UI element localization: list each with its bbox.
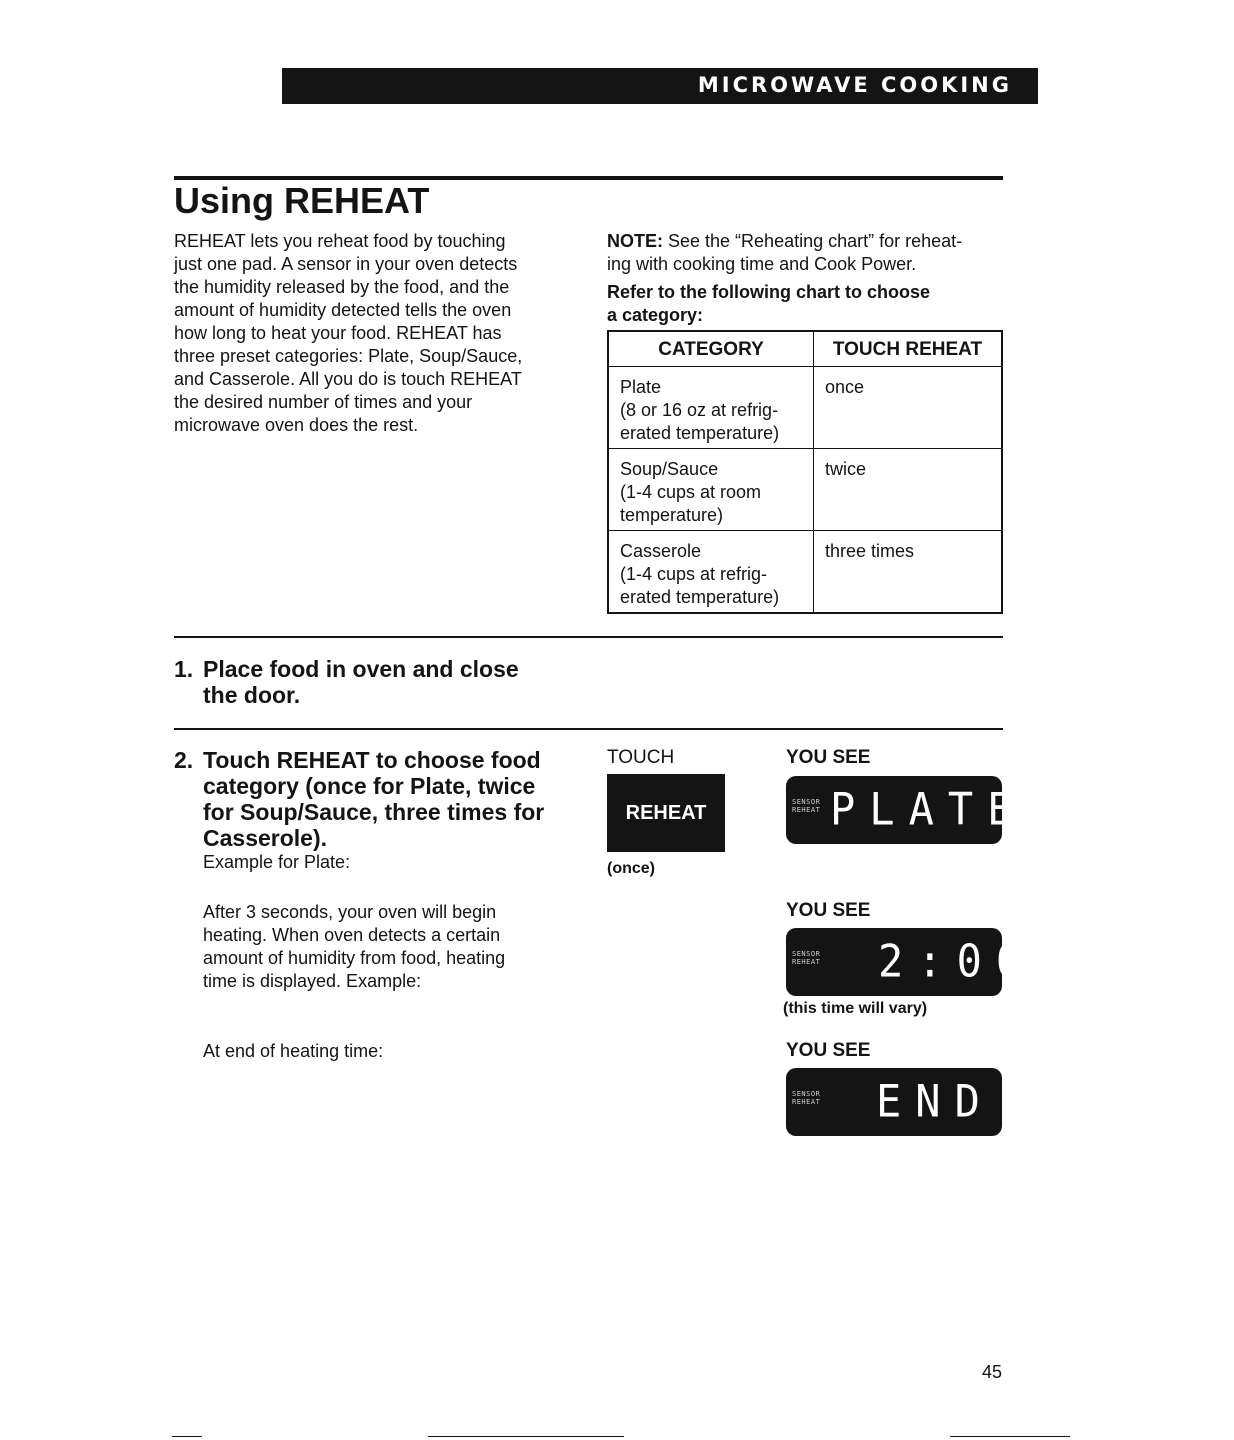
reheat-button[interactable]: REHEAT — [607, 774, 725, 852]
note-label: NOTE: — [607, 231, 663, 251]
example-label: Example for Plate: — [203, 852, 351, 872]
display-indicator — [792, 950, 820, 966]
table-row — [608, 449, 1002, 531]
category-cell — [608, 367, 814, 449]
you-see-label: YOU SEE — [786, 900, 871, 921]
category-cell — [608, 449, 814, 531]
category-detail: erated temperature) — [620, 587, 780, 607]
divider — [174, 636, 1003, 638]
note-paragraph — [607, 230, 1007, 276]
category-detail: temperature) — [620, 505, 724, 525]
step-text: category (once for Plate, twice — [203, 773, 536, 799]
step-1 — [174, 656, 594, 708]
touch-count-cell: once — [814, 367, 1003, 449]
category-name: Soup/Sauce — [620, 459, 719, 479]
chart-instruction-line: Refer to the following chart to choose — [607, 282, 931, 302]
step-text: for Soup/Sauce, three times for — [203, 799, 545, 825]
sensor-indicator: SENSOR — [792, 950, 821, 958]
category-cell — [608, 531, 814, 614]
category-table — [607, 330, 1003, 614]
reheat-indicator: REHEAT — [792, 1098, 821, 1106]
end-label: At end of heating time: — [203, 1041, 384, 1061]
chart-instruction-line: a category: — [607, 305, 704, 325]
display-indicator — [792, 1090, 820, 1106]
intro-line: amount of humidity detected tells the oven — [174, 300, 512, 320]
category-name: Plate — [620, 377, 662, 397]
category-detail: (1-4 cups at refrig- — [620, 564, 768, 584]
touch-label: TOUCH — [607, 747, 675, 768]
after-line: heating. When oven detects a certain — [203, 925, 501, 945]
step-2 — [174, 747, 594, 851]
intro-line: the desired number of times and your — [174, 392, 473, 412]
oven-display — [786, 928, 1036, 996]
you-see-label: YOU SEE — [786, 747, 871, 768]
note-text: ing with cooking time and Cook Power. — [607, 254, 917, 274]
category-detail: (1-4 cups at room — [620, 482, 762, 502]
after-line: amount of humidity from food, heating — [203, 948, 506, 968]
display-readout: PLATE — [830, 783, 1027, 836]
step-number: 1. — [174, 656, 194, 682]
step-text: Touch REHEAT to choose food — [203, 747, 541, 773]
note-text: See the “Reheating chart” for reheat- — [663, 231, 963, 251]
column-header-category: CATEGORY — [608, 331, 814, 367]
step-number: 2. — [174, 747, 194, 773]
display-readout: END — [876, 1075, 994, 1128]
display-readout: 2:00 — [878, 935, 1036, 988]
touch-count-cell: three times — [814, 531, 1003, 614]
section-banner — [282, 68, 1038, 104]
reheat-indicator: REHEAT — [792, 806, 821, 814]
reheat-indicator: REHEAT — [792, 958, 821, 966]
table-row — [608, 531, 1002, 614]
sensor-indicator: SENSOR — [792, 1090, 821, 1098]
divider — [174, 728, 1003, 730]
category-name: Casserole — [620, 541, 702, 561]
display-indicator — [792, 798, 820, 814]
intro-line: three preset categories: Plate, Soup/Sauce, — [174, 346, 523, 366]
intro-line: microwave oven does the rest. — [174, 415, 419, 435]
intro-line: the humidity released by the food, and the — [174, 277, 510, 297]
chart-instruction — [607, 281, 1007, 327]
step-text: Casserole). — [203, 825, 328, 851]
page-number: 45 — [982, 1362, 1003, 1382]
step-text: the door. — [203, 682, 301, 708]
step-text: Place food in oven and close — [203, 656, 519, 682]
touch-count-cell: twice — [814, 449, 1003, 531]
bottom-mark — [172, 1436, 202, 1437]
bottom-mark — [950, 1436, 1070, 1437]
column-header-touch-reheat: TOUCH REHEAT — [814, 331, 1003, 367]
table-row — [608, 367, 1002, 449]
you-see-label: YOU SEE — [786, 1040, 871, 1061]
intro-line: just one pad. A sensor in your oven detects — [174, 254, 518, 274]
oven-display — [786, 1068, 1002, 1136]
intro-line: how long to heat your food. REHEAT has — [174, 323, 502, 343]
after-line: time is displayed. Example: — [203, 971, 422, 991]
after-paragraph — [203, 901, 583, 993]
intro-paragraph — [174, 230, 574, 437]
after-line: After 3 seconds, your oven will begin — [203, 902, 497, 922]
category-detail: erated temperature) — [620, 423, 780, 443]
bottom-mark — [428, 1436, 624, 1437]
page-title: Using REHEAT — [174, 180, 430, 221]
touch-count-note: (once) — [607, 860, 655, 877]
category-detail: (8 or 16 oz at refrig- — [620, 400, 779, 420]
intro-line: and Casserole. All you do is touch REHEAT — [174, 369, 522, 389]
section-title: MICROWAVE COOKING — [697, 73, 1012, 97]
sensor-indicator: SENSOR — [792, 798, 821, 806]
time-vary-note: (this time will vary) — [783, 1000, 928, 1017]
intro-line: REHEAT lets you reheat food by touching — [174, 231, 506, 251]
oven-display — [786, 776, 1027, 844]
